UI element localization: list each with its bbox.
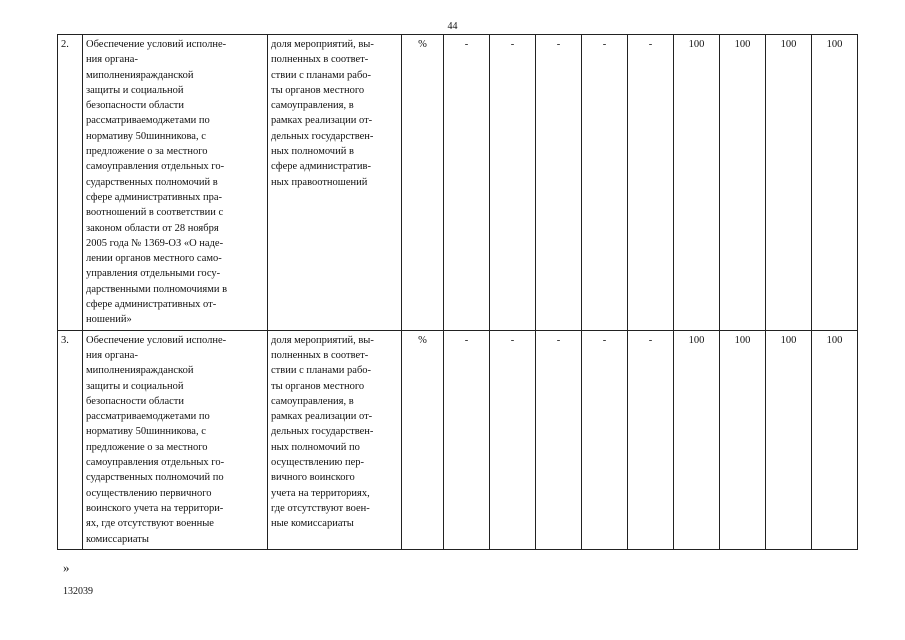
description-line: Обеспечение условий исполне-: [86, 39, 227, 50]
description-line: осуществлению первичного: [86, 487, 212, 499]
description-line: 2005 года № 1369-ОЗ «О наде-: [86, 237, 224, 249]
indicator-line: полненных в соответ-: [271, 349, 369, 361]
value-cell: -: [490, 330, 536, 549]
description-line: управления отдельными госу-: [86, 268, 221, 280]
closing-quote-mark: »: [63, 560, 70, 575]
description-line: сфере административных пра-: [86, 191, 223, 203]
unit-cell: %: [402, 35, 444, 331]
indicator-line: учета на территориях,: [271, 487, 370, 499]
value-cell: 100: [720, 330, 766, 549]
description-line: сфере административных от-: [86, 299, 217, 311]
description-line: Обеспечение условий исполне-: [86, 334, 227, 346]
indicator-line: ствии с планами рабо-: [271, 365, 372, 377]
description-line: миполненияражданской: [86, 69, 194, 81]
description-line: защиты и социальной: [86, 380, 184, 392]
description-line: дарственными полномочиями в: [86, 283, 228, 295]
description-line: комиссариаты: [86, 533, 149, 545]
description-line: нормативу 50шинникова, с: [86, 130, 206, 142]
indicator-line: осуществлению пер-: [271, 457, 364, 469]
indicator-line: дельных государствен-: [271, 130, 374, 142]
value-cell: 100: [766, 35, 812, 331]
description-line: предложение о за местного: [86, 146, 208, 158]
document-code: 132039: [63, 586, 93, 597]
table-row: [58, 35, 858, 331]
indicator-line: ствии с планами рабо-: [271, 69, 372, 81]
value-cell: 100: [720, 35, 766, 331]
value-cell: 100: [674, 330, 720, 549]
description-line: ния органа-: [86, 54, 138, 66]
indicator-line: дельных государствен-: [271, 426, 374, 438]
row-number: 3.: [58, 330, 83, 549]
description-line: рассматриваемоджетами по: [86, 411, 210, 423]
description-line: защиты и социальной: [86, 84, 184, 96]
indicator-line: доля мероприятий, вы-: [271, 334, 374, 346]
indicator-line: где отсутствуют воен-: [271, 502, 370, 514]
row-number: 2.: [58, 35, 83, 331]
description-line: сударственных полномочий по: [86, 472, 224, 484]
indicator-line: ных полномочий по: [271, 441, 360, 453]
description-line: безопасности области: [86, 395, 184, 407]
description-line: ношений»: [86, 314, 132, 326]
description-line: воотношений в соответствии с: [86, 207, 224, 219]
description-line: сударственных полномочий в: [86, 176, 218, 188]
description-line: лении органов местного само-: [86, 253, 222, 265]
indicator-line: рамках реализации от-: [271, 115, 373, 127]
indicator-description: [268, 330, 402, 549]
value-cell: -: [628, 330, 674, 549]
indicator-line: ные комиссариаты: [271, 518, 354, 530]
description-line: предложение о за местного: [86, 441, 208, 453]
value-cell: 100: [812, 35, 858, 331]
indicator-line: сфере административ-: [271, 161, 371, 173]
indicator-line: вичного воинского: [271, 472, 355, 484]
value-cell: -: [582, 330, 628, 549]
value-cell: -: [536, 35, 582, 331]
value-cell: -: [490, 35, 536, 331]
description-line: безопасности области: [86, 100, 184, 112]
indicator-line: ты органов местного: [271, 380, 365, 392]
indicators-table: [57, 34, 858, 550]
description-line: воинского учета на территори-: [86, 502, 224, 514]
value-cell: 100: [674, 35, 720, 331]
page-number: 44: [447, 21, 458, 32]
value-cell: -: [628, 35, 674, 331]
unit-cell: %: [402, 330, 444, 549]
description-line: самоуправления отдельных го-: [86, 161, 225, 173]
indicator-line: рамках реализации от-: [271, 411, 373, 423]
description-line: ния органа-: [86, 349, 138, 361]
indicator-line: ных полномочий в: [271, 146, 354, 158]
value-cell: -: [444, 35, 490, 331]
value-cell: -: [536, 330, 582, 549]
description-line: миполненияражданской: [86, 365, 194, 377]
indicator-description: [268, 35, 402, 331]
table-row: [58, 330, 858, 549]
description-line: законом области от 28 ноября: [86, 222, 219, 234]
description-line: ях, где отсутствуют военные: [86, 518, 214, 530]
event-description: [83, 330, 268, 549]
value-cell: 100: [812, 330, 858, 549]
value-cell: -: [582, 35, 628, 331]
description-line: рассматриваемоджетами по: [86, 115, 210, 127]
description-line: нормативу 50шинникова, с: [86, 426, 206, 438]
indicator-line: полненных в соответ-: [271, 54, 369, 66]
indicator-line: самоуправления, в: [271, 395, 354, 407]
value-cell: 100: [766, 330, 812, 549]
value-cell: -: [444, 330, 490, 549]
event-description: [83, 35, 268, 331]
description-line: самоуправления отдельных го-: [86, 457, 225, 469]
indicator-line: ты органов местного: [271, 84, 365, 96]
indicator-line: ных правоотношений: [271, 176, 368, 188]
indicator-line: самоуправления, в: [271, 100, 354, 112]
indicator-line: доля мероприятий, вы-: [271, 39, 374, 50]
